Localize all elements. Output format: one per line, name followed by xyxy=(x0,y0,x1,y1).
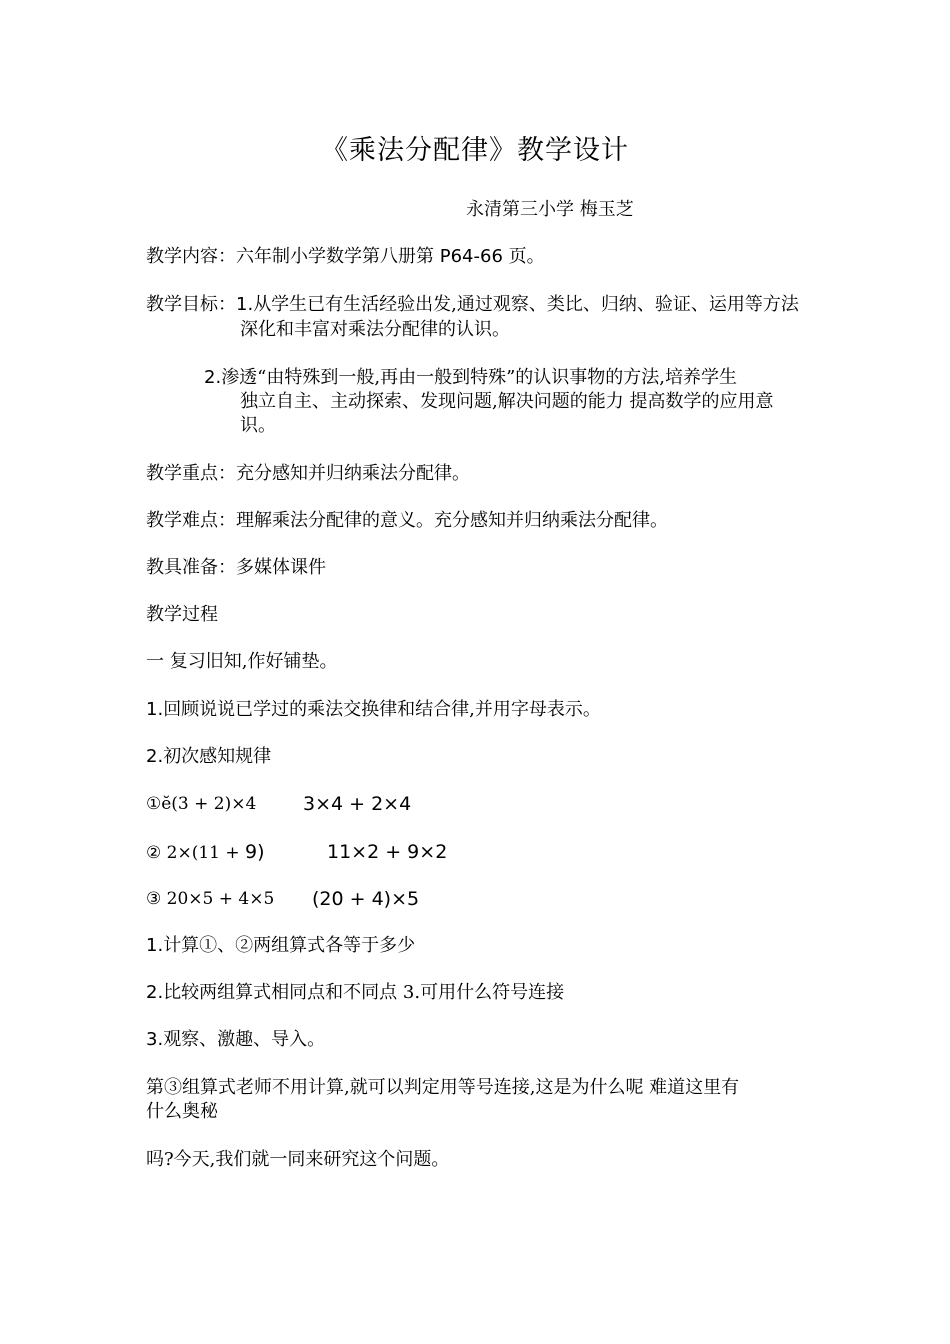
goal2-line1 xyxy=(204,366,737,390)
question1-text: 计算①、②两组算式各等于多少 xyxy=(163,935,416,956)
section1-heading: 一 复习旧知,作好铺垫。 xyxy=(146,651,338,672)
expression-3-left: ③ 20×5 + 4×5 xyxy=(146,889,275,909)
step1-number: 1. xyxy=(146,699,164,720)
document-title: 《乘法分配律》教学设计 xyxy=(321,135,629,166)
question3 xyxy=(146,1028,325,1052)
difficulty: 教学难点：理解乘法分配律的意义。充分感知并归纳乘法分配律。 xyxy=(146,510,668,531)
expression-2-left: ② 2×(11 + 9) xyxy=(146,841,265,863)
expression-2-right: 11×2 + 9×2 xyxy=(327,841,448,863)
teaching-content-prefix: 六年制小学数学第八册第 xyxy=(236,246,440,267)
teaching-tools: 教具准备：多媒体课件 xyxy=(146,557,326,578)
goal2-number: 2. xyxy=(204,367,222,388)
question1 xyxy=(146,934,415,958)
expression-1-right: 3×4 + 2×4 xyxy=(303,793,412,815)
question3-number: 3. xyxy=(146,1029,164,1050)
question3-text: 观察、激趣、导入。 xyxy=(163,1029,326,1050)
teaching-content-suffix: 页。 xyxy=(502,246,545,267)
step1 xyxy=(146,698,601,722)
step2 xyxy=(146,745,271,769)
step1-text: 回顾说说已学过的乘法交换律和结合律,并用字母表示。 xyxy=(163,699,601,720)
question1-number: 1. xyxy=(146,935,164,956)
goal2-text-line1: 渗透“由特殊到一般,再由一般到特殊”的认识事物的方法,培养学生 xyxy=(221,367,738,388)
teaching-goals-label: 教学目标： xyxy=(146,294,236,315)
paragraph1-line2: 什么奥秘 xyxy=(146,1101,218,1122)
step2-text: 初次感知规律 xyxy=(163,746,272,767)
goal1-text-line1: 从学生已有生活经验出发,通过观察、类比、归纳、验证、运用等方法 xyxy=(253,294,799,315)
expression-3-right: (20 + 4)×5 xyxy=(312,888,420,910)
teaching-goals-line1 xyxy=(146,293,799,317)
teaching-process-heading: 教学过程 xyxy=(146,604,218,625)
teaching-content xyxy=(146,245,545,269)
step2-number: 2. xyxy=(146,746,164,767)
paragraph2: 吗?今天,我们就一同来研究这个问题。 xyxy=(146,1149,450,1170)
question2 xyxy=(146,981,564,1005)
goal1-number: 1. xyxy=(236,294,254,315)
document-author: 永清第三小学 梅玉芝 xyxy=(466,199,634,220)
question2-number: 2. xyxy=(146,982,164,1003)
teaching-content-pages: P64-66 xyxy=(439,246,503,267)
key-point: 教学重点：充分感知并归纳乘法分配律。 xyxy=(146,463,470,484)
goal1-text-line2: 深化和丰富对乘法分配律的认识。 xyxy=(240,319,510,340)
goal2-text-line2: 独立自主、主动探索、发现问题,解决问题的能力 提高数学的应用意 xyxy=(240,391,774,412)
paragraph1-line1: 第③组算式老师不用计算,就可以判定用等号连接,这是为什么呢 难道这里有 xyxy=(146,1077,740,1098)
question2-text: 比较两组算式相同点和不同点 3.可用什么符号连接 xyxy=(163,982,565,1003)
teaching-content-label: 教学内容： xyxy=(146,246,236,267)
expression-1-left: ①ĕ(3 + 2)×4 xyxy=(146,794,257,814)
goal2-text-line3: 识。 xyxy=(240,415,276,436)
